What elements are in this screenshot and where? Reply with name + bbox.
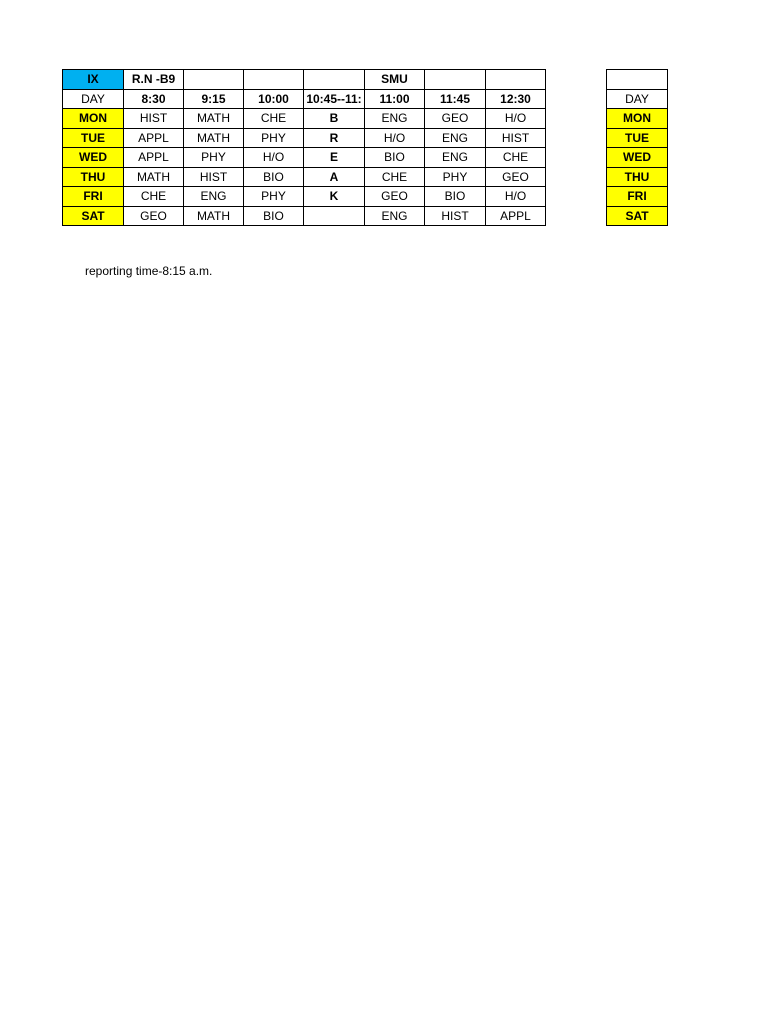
day-cell: TUE (63, 128, 124, 148)
side-day-row (607, 148, 668, 168)
timetable-row-fri (63, 187, 546, 207)
subject-cell: GEO (365, 187, 425, 207)
reporting-time-note: reporting time-8:15 a.m. (85, 264, 213, 278)
break-letter-cell: B (304, 109, 365, 129)
day-cell: WED (63, 148, 124, 168)
side-day-cell: WED (607, 148, 668, 168)
class-label-cell: IX (63, 70, 124, 90)
subject-cell: CHE (244, 109, 304, 129)
timetable-row-tue (63, 128, 546, 148)
subject-cell: BIO (244, 167, 304, 187)
day-cell: FRI (63, 187, 124, 207)
day-cell: MON (63, 109, 124, 129)
room-cell: R.N -B9 (124, 70, 184, 90)
break-letter-cell: E (304, 148, 365, 168)
break-letter-cell: R (304, 128, 365, 148)
subject-cell: MATH (124, 167, 184, 187)
subject-cell: H/O (365, 128, 425, 148)
subject-cell: BIO (425, 187, 486, 207)
side-day-cell: SAT (607, 206, 668, 226)
title-row (63, 70, 546, 90)
timetable-row-thu (63, 167, 546, 187)
subject-cell: APPL (124, 128, 184, 148)
subject-cell: ENG (365, 206, 425, 226)
subject-cell: GEO (486, 167, 546, 187)
period-time-cell: 8:30 (124, 89, 184, 109)
break-letter-cell: K (304, 187, 365, 207)
period-header-row (63, 89, 546, 109)
break-letter-cell: A (304, 167, 365, 187)
side-day-row (607, 167, 668, 187)
side-day-cell: FRI (607, 187, 668, 207)
subject-cell: HIST (124, 109, 184, 129)
teacher-code-cell: SMU (365, 70, 425, 90)
timetable-grid (62, 69, 546, 226)
subject-cell: PHY (425, 167, 486, 187)
day-cell: THU (63, 167, 124, 187)
side-empty-row (607, 70, 668, 90)
break-letter-cell (304, 206, 365, 226)
subject-cell: PHY (244, 128, 304, 148)
period-time-cell: 9:15 (184, 89, 244, 109)
subject-cell: H/O (486, 109, 546, 129)
subject-cell: HIST (425, 206, 486, 226)
subject-cell: GEO (124, 206, 184, 226)
subject-cell: CHE (124, 187, 184, 207)
side-day-row (607, 206, 668, 226)
subject-cell: MATH (184, 109, 244, 129)
subject-cell: ENG (184, 187, 244, 207)
subject-cell: APPL (486, 206, 546, 226)
empty-cell (607, 70, 668, 90)
side-day-row (607, 128, 668, 148)
timetable-row-mon (63, 109, 546, 129)
subject-cell: CHE (365, 167, 425, 187)
empty-cell (184, 70, 244, 90)
empty-cell (425, 70, 486, 90)
subject-cell: HIST (184, 167, 244, 187)
empty-cell (304, 70, 365, 90)
period-time-cell: 12:30 (486, 89, 546, 109)
subject-cell: CHE (486, 148, 546, 168)
subject-cell: APPL (124, 148, 184, 168)
side-day-cell: MON (607, 109, 668, 129)
subject-cell: ENG (365, 109, 425, 129)
subject-cell: MATH (184, 128, 244, 148)
side-day-cell: TUE (607, 128, 668, 148)
side-day-row (607, 109, 668, 129)
subject-cell: BIO (244, 206, 304, 226)
subject-cell: MATH (184, 206, 244, 226)
empty-cell (244, 70, 304, 90)
break-time-cell: 10:45--11: (304, 89, 365, 109)
subject-cell: H/O (486, 187, 546, 207)
period-time-cell: 10:00 (244, 89, 304, 109)
subject-cell: PHY (244, 187, 304, 207)
day-column-table (606, 69, 668, 226)
subject-cell: ENG (425, 148, 486, 168)
empty-cell (486, 70, 546, 90)
subject-cell: GEO (425, 109, 486, 129)
day-cell: SAT (63, 206, 124, 226)
period-time-cell: 11:00 (365, 89, 425, 109)
side-day-cell: THU (607, 167, 668, 187)
side-header-row (607, 89, 668, 109)
timetable-row-sat (63, 206, 546, 226)
side-day-row (607, 187, 668, 207)
subject-cell: HIST (486, 128, 546, 148)
subject-cell: BIO (365, 148, 425, 168)
side-day-header-cell: DAY (607, 89, 668, 109)
timetable-row-wed (63, 148, 546, 168)
subject-cell: ENG (425, 128, 486, 148)
period-time-cell: 11:45 (425, 89, 486, 109)
subject-cell: H/O (244, 148, 304, 168)
day-header-cell: DAY (63, 89, 124, 109)
subject-cell: PHY (184, 148, 244, 168)
